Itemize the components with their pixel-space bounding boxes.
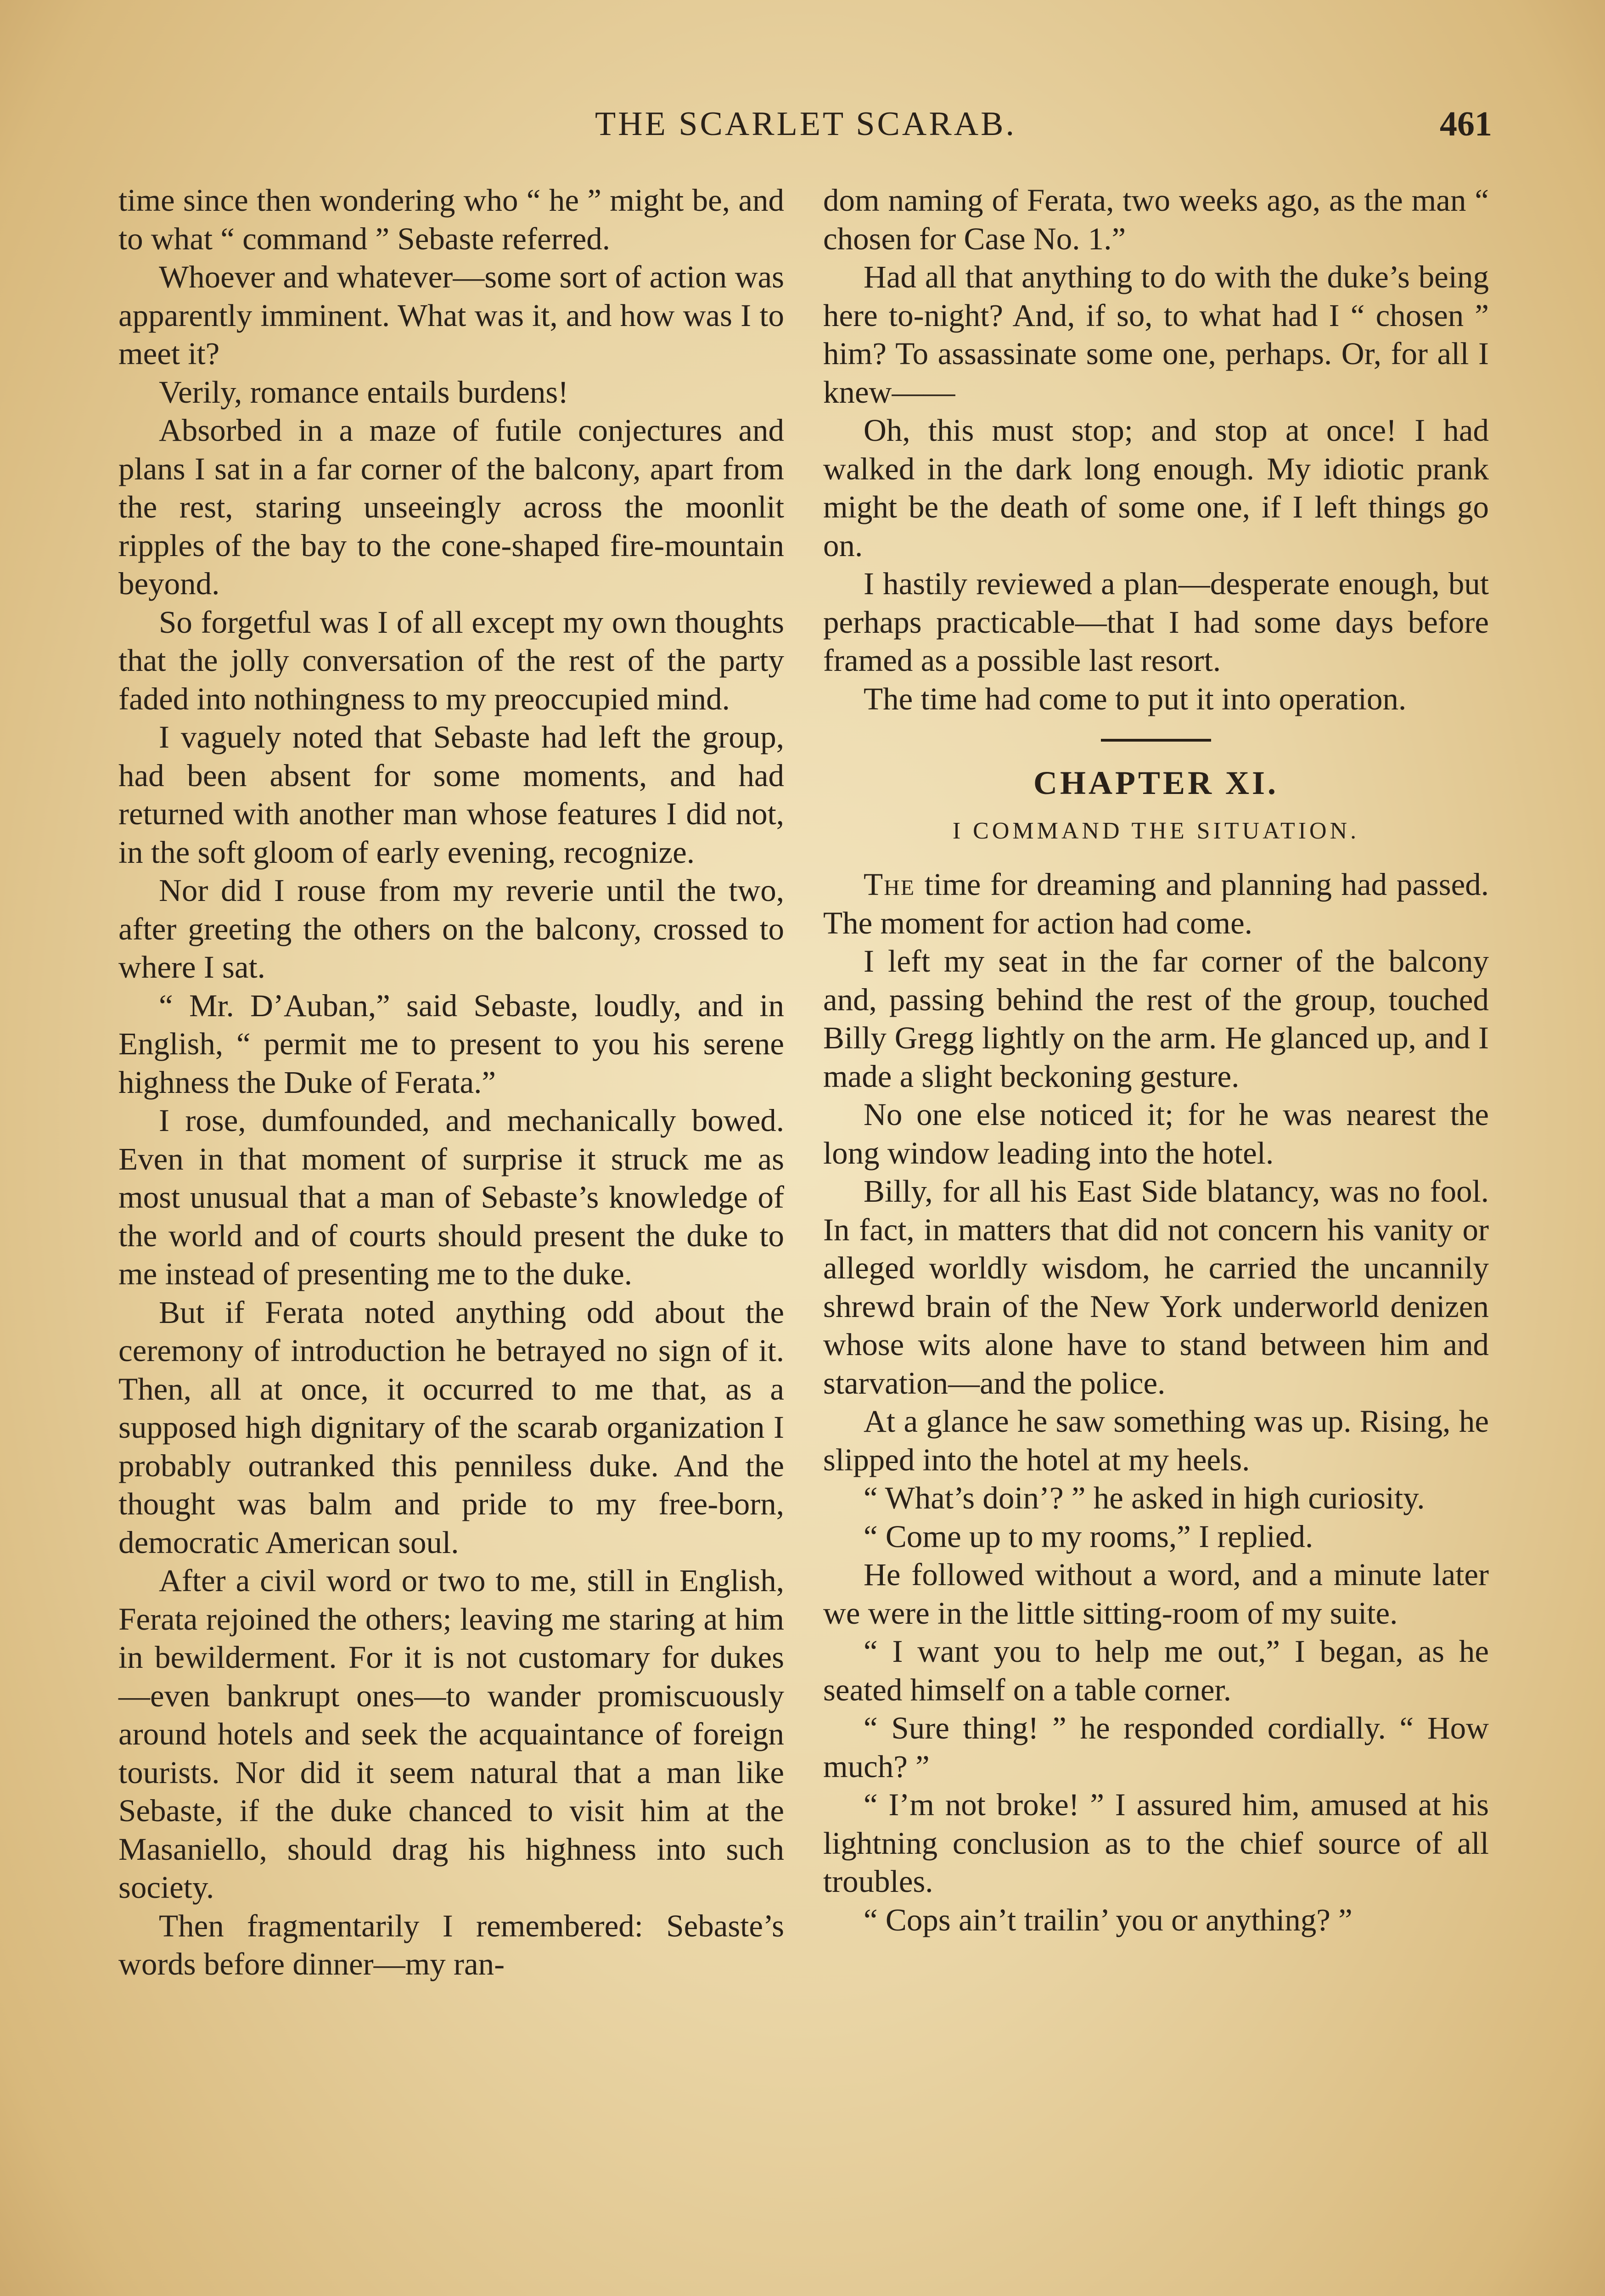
paragraph: “ Mr. D’Auban,” said Sebaste, loudly, and in English, “ permit me to present to you his serene highness the Duke of Ferata.” <box>118 988 784 1100</box>
chapter-opening-paragraph <box>823 866 1489 942</box>
paragraph: “ I’m not broke! ” I assured him, amused at his lightning conclusion as to the chief source of all troubles. <box>823 1787 1489 1899</box>
paragraph: I vaguely noted that Sebaste had left the group, had been absent for some moments, and had returned with another man whose features I did not, in the soft gloom of early evening, recognize. <box>118 720 784 870</box>
paragraph: Had all that anything to do with the duke’s being here to-night? And, if so, to what had I “ chosen ” him? To assassinate some one, perhaps. Or, for all I knew—— <box>823 259 1489 410</box>
paragraph: dom naming of Ferata, two weeks ago, as the man “ chosen for Case No. 1.” <box>823 183 1489 256</box>
paragraph: So forgetful was I of all except my own thoughts that the jolly conversation of the rest of the party faded into nothingness to my preoccupied mind. <box>118 604 784 716</box>
paragraph: I hastily reviewed a plan—desperate enough, but perhaps practicable—that I had some days before framed as a possible last resort. <box>823 566 1489 678</box>
chapter-subtitle: I COMMAND THE SITUATION. <box>952 818 1360 844</box>
paragraph: No one else noticed it; for he was nearest the long window leading into the hotel. <box>823 1097 1489 1171</box>
paragraph: After a civil word or two to me, still in English, Ferata rejoined the others; leaving me staring at him in bewilderment. For it is not customary for dukes —even bankrupt ones—to wander promiscuously around hotels and seek the acquaintance of foreign tourists. Nor did it seem natural that a man like Sebaste, if the duke chanced to visit him at the Masaniello, should drag his highness into such society. <box>118 1563 784 1905</box>
paragraph: But if Ferata noted anything odd about the ceremony of introduction he betrayed no sign of it. Then, all at once, it occurred to me that, as a supposed high dignitary of the scarab organization I probably outranked this penniless duke. And the thought was balm and pride to my free-born, democratic American soul. <box>118 1294 784 1560</box>
paragraph: Oh, this must stop; and stop at once! I had walked in the dark long enough. My idiotic prank might be the death of some one, if I left things go on. <box>823 413 1489 563</box>
paragraph: I left my seat in the far corner of the balcony and, passing behind the rest of the group, touched Billy Gregg lightly on the arm. He glanced up, and I made a slight beckoning gesture. <box>823 944 1489 1094</box>
paragraph: The time had come to put it into operation. <box>864 681 1407 716</box>
paragraph: “ I want you to help me out,” I began, as he seated himself on a table corner. <box>823 1634 1489 1707</box>
paragraph: “ Sure thing! ” he responded cordially. “ How much? ” <box>823 1711 1489 1784</box>
section-divider <box>1101 739 1211 742</box>
paragraph: I rose, dumfounded, and mechanically bowed. Even in that moment of surprise it struck me as most unusual that a man of Sebaste’s knowledge of the world and of courts should present the duke to me instead of presenting me to the duke. <box>118 1103 784 1291</box>
paragraph: Nor did I rouse from my reverie until the two, after greeting the others on the balcony, crossed to where I sat. <box>118 873 784 985</box>
paragraph: “ Cops ain’t trailin’ you or anything? ” <box>864 1902 1352 1937</box>
paragraph: Verily, romance entails burdens! <box>159 374 569 410</box>
opening-text: time for dreaming and planning had passed. The moment for action had come. <box>823 867 1489 940</box>
paragraph: Absorbed in a maze of futile conjectures and plans I sat in a far corner of the balcony, apart from the rest, staring unseeingly across the moonlit ripples of the bay to the cone-shaped fire-mountain beyond. <box>118 413 784 601</box>
paragraph: “ What’s doin’? ” he asked in high curiosity. <box>864 1480 1425 1515</box>
right-column <box>823 181 1489 1939</box>
running-header <box>119 99 1492 149</box>
left-column <box>118 181 784 1984</box>
page-number: 461 <box>1440 105 1492 143</box>
opening-word: The <box>864 867 915 902</box>
paragraph: Whoever and whatever—some sort of action was apparently imminent. What was it, and how was I to meet it? <box>118 259 784 371</box>
paragraph: At a glance he saw something was up. Rising, he slipped into the hotel at my heels. <box>823 1404 1489 1477</box>
running-title: THE SCARLET SCARAB. <box>595 105 1017 143</box>
paragraph: Then fragmentarily I remembered: Sebaste’s words before dinner—my ran- <box>118 1908 784 1981</box>
paragraph: “ Come up to my rooms,” I replied. <box>864 1519 1313 1554</box>
chapter-heading: CHAPTER XI. <box>1033 765 1279 801</box>
paragraph: He followed without a word, and a minute later we were in the little sitting-room of my suite. <box>823 1557 1489 1631</box>
paragraph: Billy, for all his East Side blatancy, was no fool. In fact, in matters that did not concern his vanity or alleged worldly wisdom, he carried the uncannily shrewd brain of the New York underworld denizen whose wits alone have to stand between him and starvation—and the police. <box>823 1174 1489 1401</box>
paragraph: time since then wondering who “ he ” might be, and to what “ command ” Sebaste referred. <box>118 183 784 256</box>
